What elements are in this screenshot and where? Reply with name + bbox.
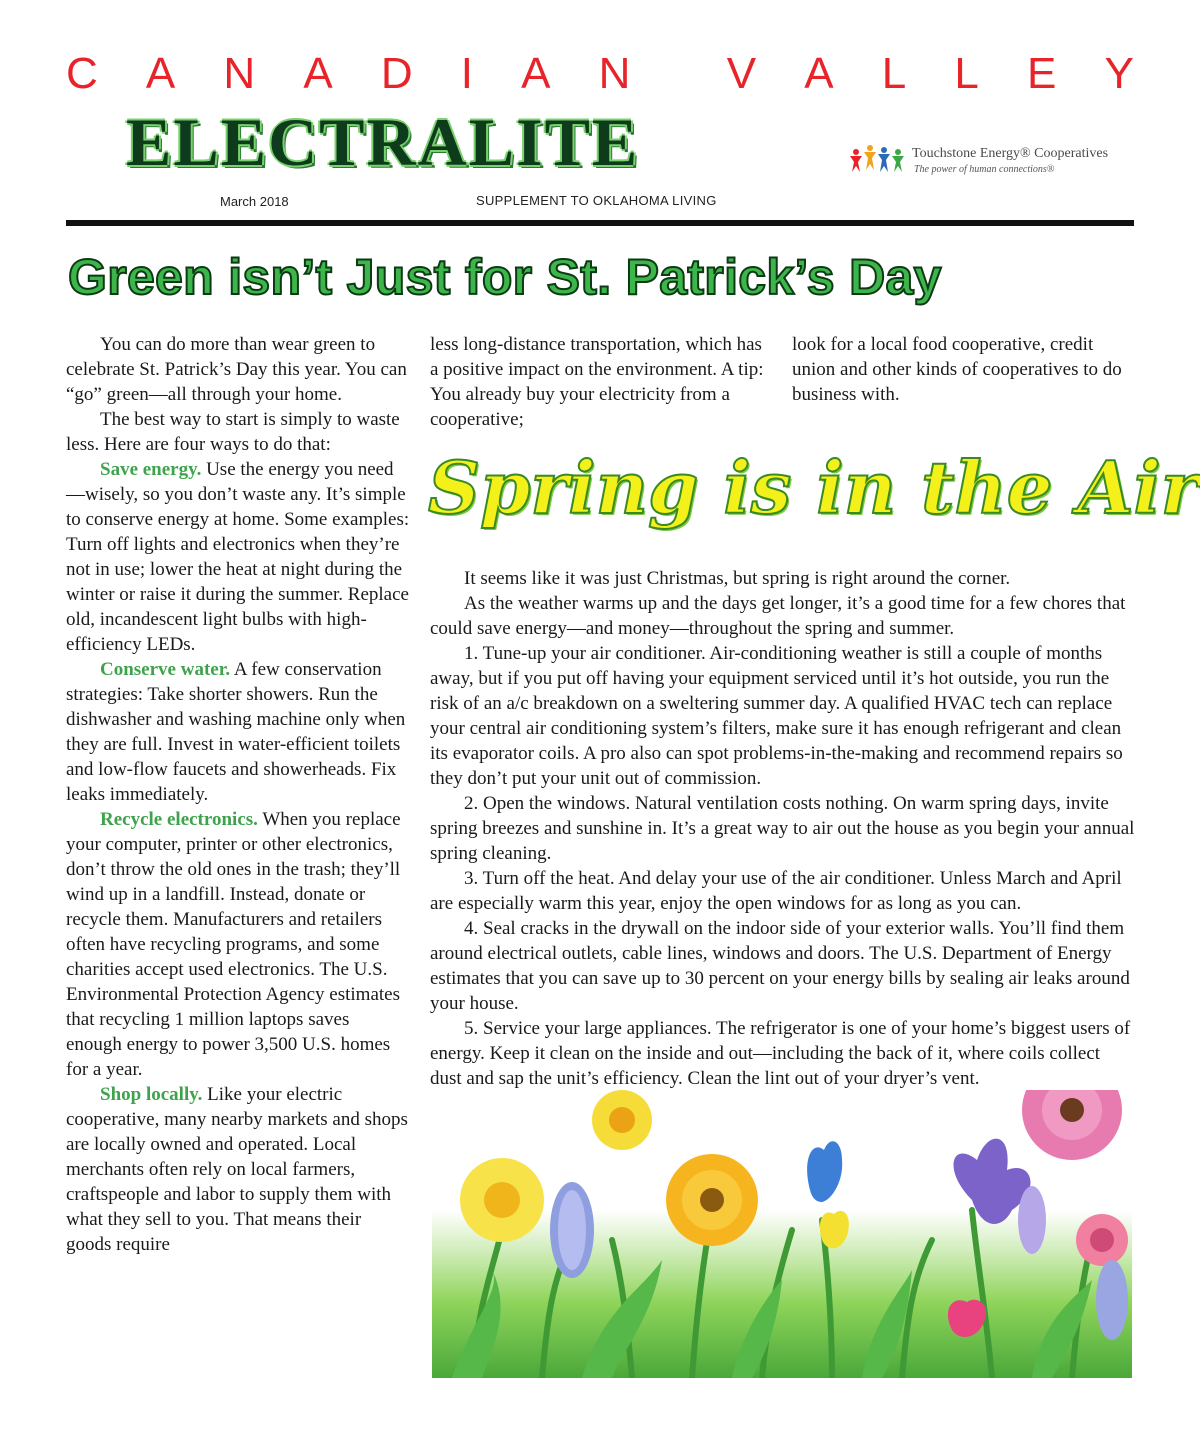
lead-in: Shop locally. [100, 1084, 203, 1105]
yellow-daffodil-icon [592, 1090, 652, 1150]
lead-in: Recycle electronics. [100, 809, 258, 830]
article-column-2 [430, 332, 770, 432]
masthead-letter: A [303, 49, 333, 98]
logo-name: Touchstone Energy® Cooperatives [912, 146, 1109, 161]
paragraph: You can do more than wear green to celebrate St. Patrick’s Day this year. You can “go” green—all through your home. [66, 334, 407, 405]
masthead-letter: L [954, 49, 979, 98]
tip-tune-up: 1. Tune-up your air conditioner. Air-conditioning weather is still a couple of months away, but if you put off having your equipment serviced until it’s hot outside, you run the risk of an a/c breakdown on a sweltering summer day. A qualified HVAC tech can replace your central air conditioning system’s filters, make sure it has enough refrigerant and clean its evaporator coils. A pro also can spot problems-in-the-making and recommend repairs so they don’t put your unit out of commission. [430, 643, 1123, 789]
tip-turn-off-heat: 3. Turn off the heat. And delay your use of the air conditioner. Unless March and April are especially warm this year, enjoy the open windows for as long as you can. [430, 868, 1122, 914]
blue-tulip-icon [807, 1141, 842, 1202]
paragraph: As the weather warms up and the days get longer, it’s a good time for a few chores that could save energy—and money—throughout the spring and summer. [430, 593, 1126, 639]
spring-article-body [430, 566, 1136, 1091]
paragraph-text: Like your electric cooperative, many nearby markets and shops are locally owned and operated. Local merchants often rely on local farmers, craftspeople and labor to supply them with what they sell to you. That means their goods require [66, 1084, 408, 1255]
masthead-letter: I [460, 49, 473, 98]
paragraph: less long-distance transportation, which has a positive impact on the environment. A tip: You already buy your electricity from a cooperative; [430, 334, 764, 430]
masthead-letter: E [1026, 49, 1057, 98]
masthead-letter: A [145, 49, 176, 98]
masthead-letter: A [521, 49, 551, 98]
masthead-letter: N [223, 49, 256, 98]
yellow-daffodil-icon [460, 1158, 544, 1242]
lead-in: Conserve water. [100, 659, 231, 680]
masthead-cooperative-name [66, 49, 1134, 98]
article-headline: Green isn’t Just for St. Patrick’s Day [68, 249, 942, 305]
paragraph-text: Use the energy you need—wisely, so you don’t waste any. It’s simple to conserve energy at home. Some examples: Turn off lights and electronics when they’re not in use; lower the heat at night during the winter or raise it during the summer. Replace old, incandescent light bulbs with high-efficiency LEDs. [66, 459, 410, 655]
logo-tagline: The power of human connections® [914, 164, 1055, 175]
masthead-letter: A [804, 49, 834, 98]
paragraph: look for a local food cooperative, credit union and other kinds of cooperatives to do business with. [792, 334, 1122, 405]
masthead-letter: V [726, 49, 757, 98]
paragraph: The best way to start is simply to waste less. Here are four ways to do that: [66, 409, 400, 455]
spring-flowers-image [432, 1090, 1132, 1378]
orange-gerbera-icon [666, 1154, 758, 1246]
pink-gerbera-icon [1022, 1090, 1122, 1160]
paragraph-conserve-water [66, 657, 410, 807]
hyacinth-icon [1096, 1260, 1128, 1340]
hyacinth-icon [550, 1182, 594, 1278]
article-column-1 [66, 332, 410, 1257]
issue-date: March 2018 [220, 194, 289, 209]
tip-service-appliances: 5. Service your large appliances. The refrigerator is one of your home’s biggest users of energy. Keep it clean on the inside and out—including the back of it, where coils collect dust and sap the unit’s efficiency. Clean the lint out of your dryer’s vent. [430, 1018, 1131, 1089]
masthead-letter: N [598, 49, 631, 98]
hyacinth-icon [1018, 1186, 1046, 1254]
article-column-3 [792, 332, 1132, 407]
paragraph-recycle-electronics [66, 807, 410, 1082]
masthead-letter: C [66, 49, 98, 98]
newsletter-title: ELECTRALITE [126, 104, 640, 180]
paragraph-text: A few conservation strategies: Take shorter showers. Run the dishwasher and washing machine only when they are full. Invest in water-efficient toilets and low-flow faucets and showerheads. Fix leaks immediately. [66, 659, 406, 805]
people-figures-icon [850, 145, 904, 172]
tip-seal-cracks: 4. Seal cracks in the drywall on the indoor side of your exterior walls. You’ll find them around electrical outlets, cable lines, windows and doors. The U.S. Department of Energy estimates that you can save up to 30 percent on your energy bills by sealing air leaks around your house. [430, 918, 1130, 1014]
masthead-letter: L [881, 49, 907, 98]
pink-flower-icon [1076, 1214, 1128, 1266]
spring-article-title: Spring is in the Air [428, 445, 1199, 530]
paragraph: It seems like it was just Christmas, but spring is right around the corner. [464, 568, 1011, 589]
lead-in: Save energy. [100, 459, 202, 480]
masthead-letter: Y [1104, 49, 1134, 98]
masthead-divider [66, 220, 1134, 226]
tip-open-windows: 2. Open the windows. Natural ventilation costs nothing. On warm spring days, invite spring breezes and sunshine in. It’s a great way to air out the house as you begin your annual spring cleaning. [430, 793, 1135, 864]
paragraph-save-energy [66, 457, 410, 657]
paragraph-text: When you replace your computer, printer or other electronics, don’t throw the old ones in the trash; they’ll wind up in a landfill. Instead, donate or recycle them. Manufacturers and retailers often have recycling programs, and some charities accept used electronics. The U.S. Environmental Protection Agency estimates that recycling 1 million laptops saves enough energy to power 3,500 U.S. homes for a year. [66, 809, 401, 1080]
supplement-note: SUPPLEMENT TO OKLAHOMA LIVING [476, 193, 717, 208]
masthead-letter: D [380, 49, 413, 98]
paragraph-shop-locally [66, 1082, 410, 1257]
